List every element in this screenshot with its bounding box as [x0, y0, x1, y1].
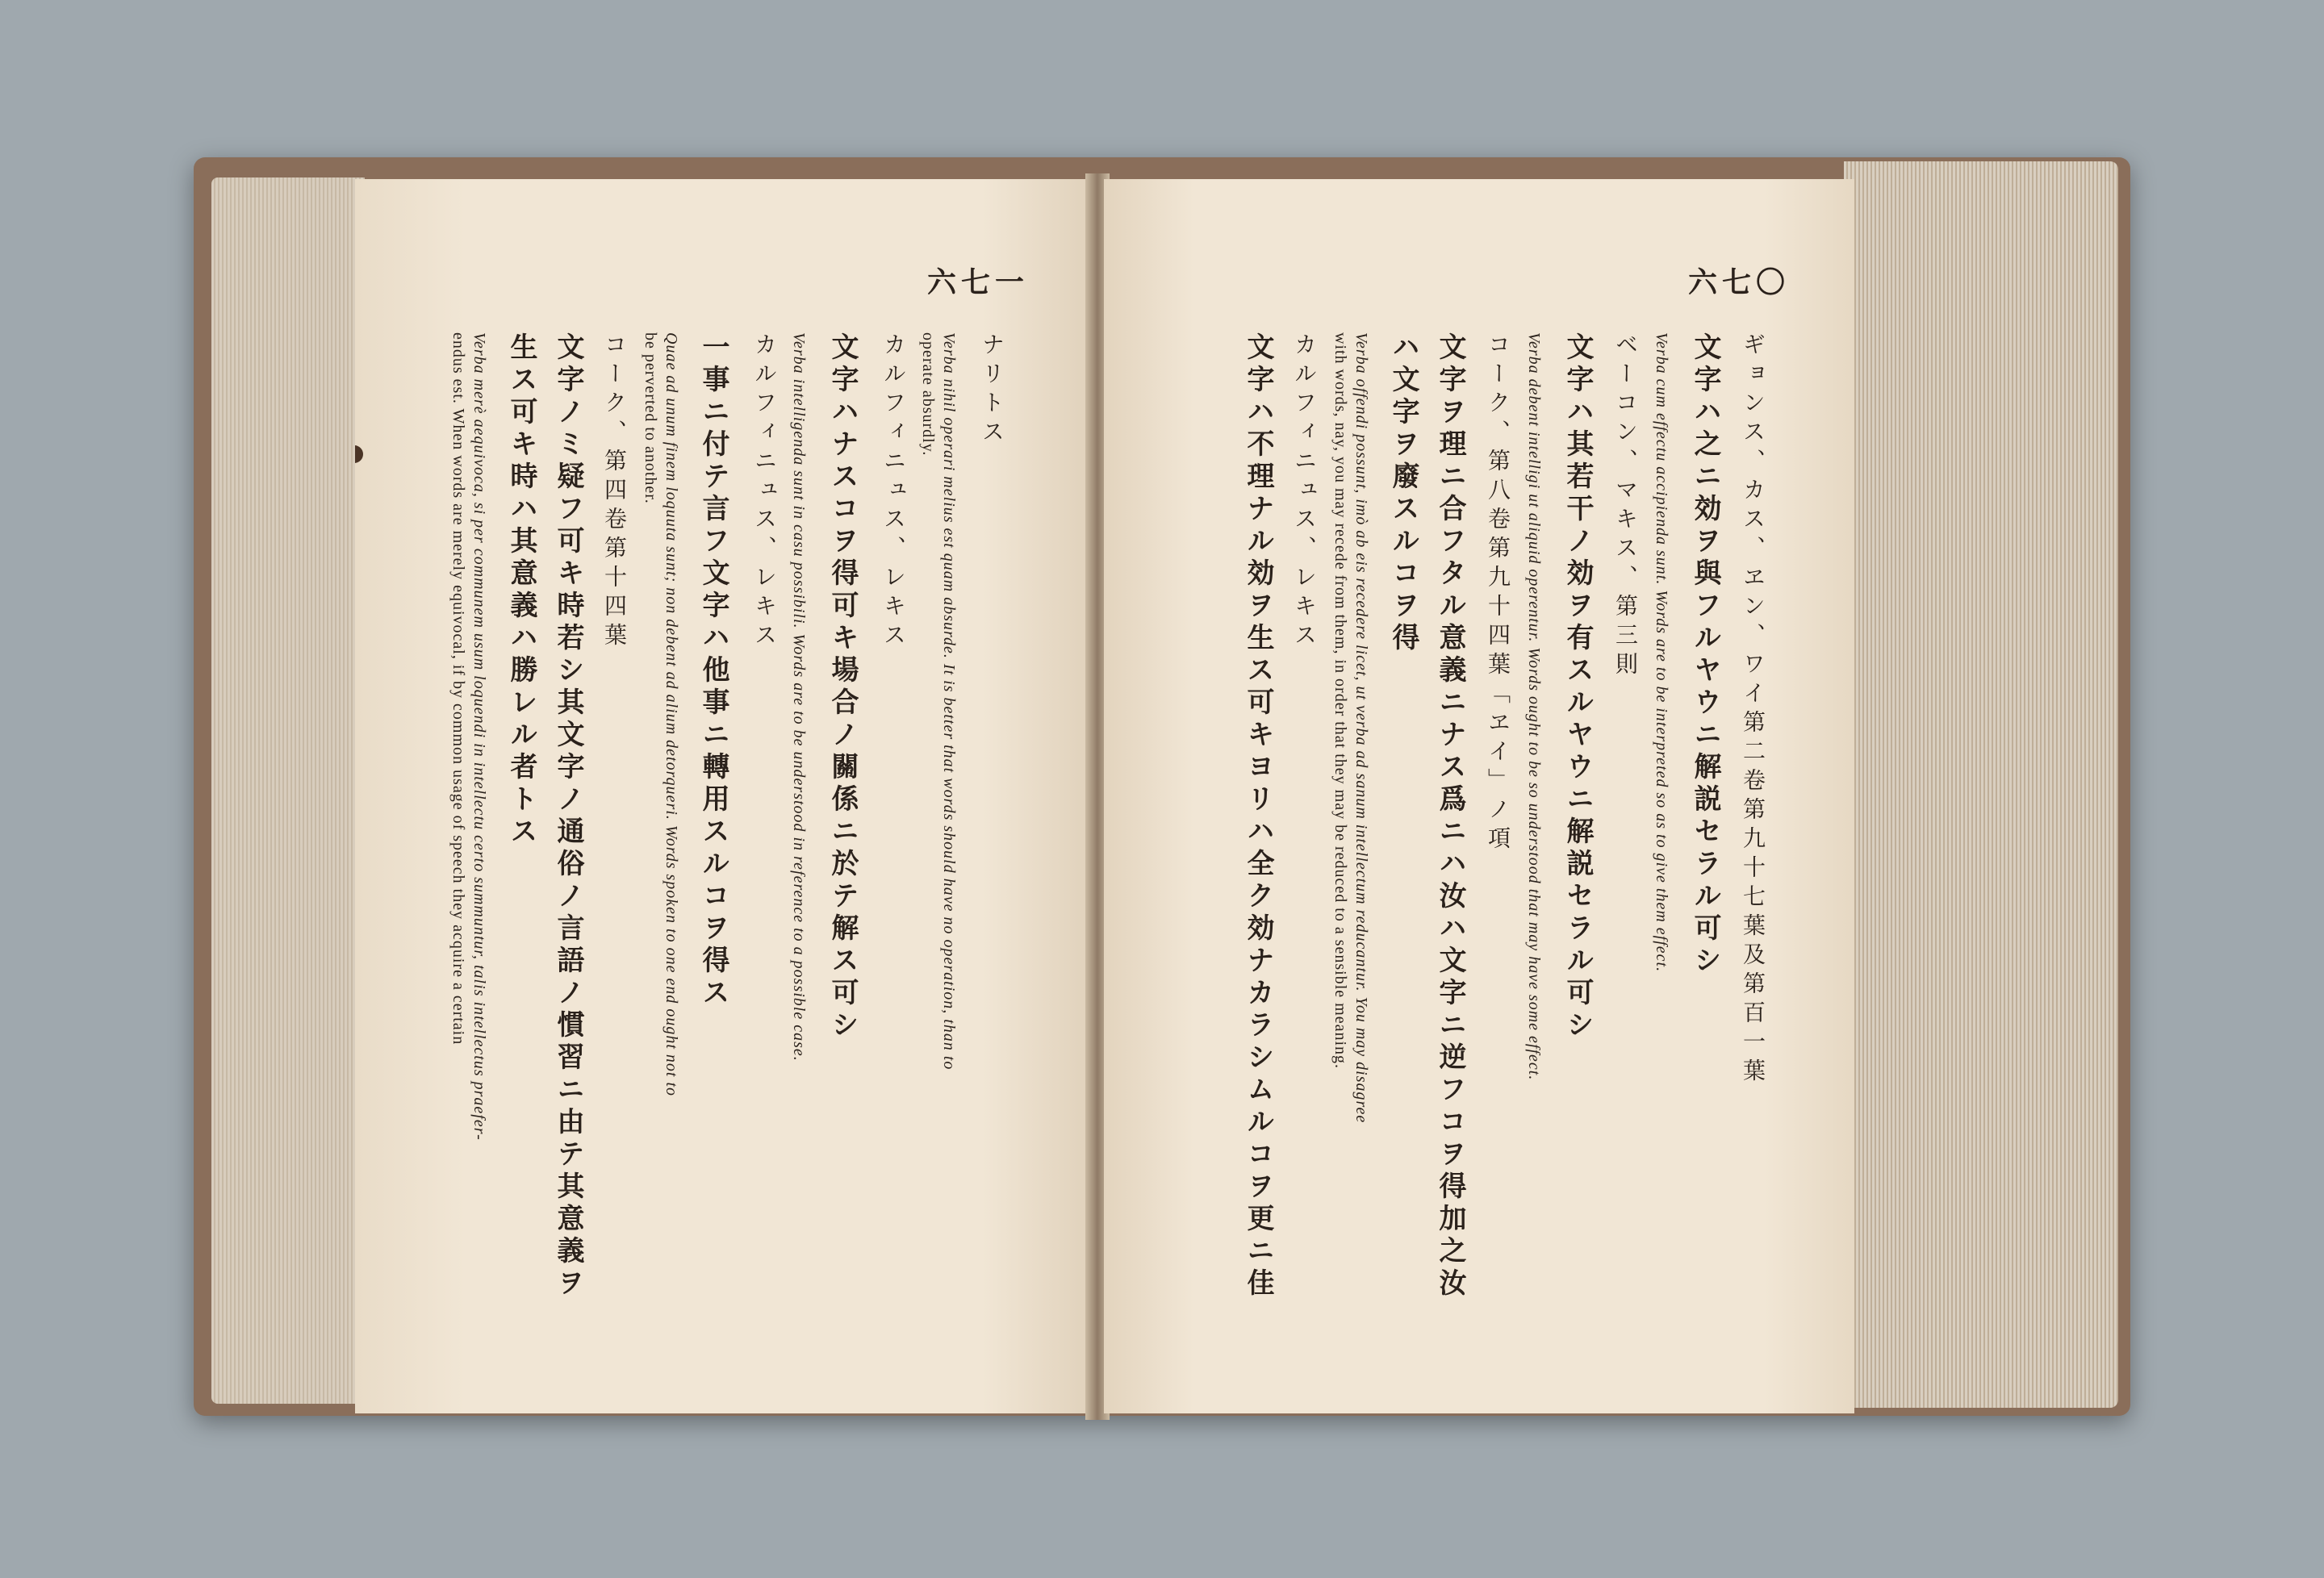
page-edges-right [1844, 161, 2118, 1408]
left-col-15: endus est. When words are merely equivocal, if by common usage of speech they acquire a certain [449, 332, 467, 1046]
left-col-2: Verba nihil operari melius est quam absurde. It is better that words should have no operation, than to [940, 332, 958, 1071]
right-col-3: Verba cum effectu accipienda sunt. Words are to be interpreted so as to give them effect. [1653, 332, 1670, 973]
left-col-9: Quae ad unum finem loquuta sunt; non debent ad alium detorqueri. Words spoken to one end ought not to [663, 332, 680, 1097]
right-col-2: 文字ハ之ニ効ヲ與フルヤウニ解説セラル可シ [1689, 332, 1721, 978]
left-col-1: ナリトス [979, 332, 1005, 449]
right-col-13: 文字ハ不理ナル効ヲ生ス可キヨリハ全ク効ナカラシムルコヲ更ニ佳 [1242, 332, 1274, 1300]
left-col-12: 文字ノミ疑フ可キ時若シ其文字ノ通俗ノ言語ノ慣習ニ由テ其意義ヲ [552, 332, 584, 1300]
right-col-7: コーク、第八卷第九十四葉「ヱイ」ノ項 [1485, 332, 1511, 855]
left-col-13: 生ス可キ時ハ其意義ハ勝レル者トス [505, 332, 537, 849]
right-col-6: Verba debent intelligi ut aliquid operentur. Words ought to be so understood that may have some effect. [1525, 332, 1543, 1081]
right-col-12: カルフィニュス、レキス [1291, 332, 1318, 652]
left-col-3: operate absurdly. [919, 332, 937, 457]
page-edges-left [211, 177, 365, 1404]
left-page [355, 179, 1093, 1413]
left-col-4: カルフィニュス、レキス [880, 332, 907, 652]
left-col-11: コーク、第四卷第十四葉 [601, 332, 628, 652]
left-col-8: 一事ニ付テ言フ文字ハ他事ニ轉用スルコヲ得ス [697, 332, 729, 1010]
left-col-7: カルフィニュス、レキス [751, 332, 778, 652]
right-col-8: 文字ヲ理ニ合フタル意義ニナス爲ニハ汝ハ文字ニ逆フコヲ得加之汝 [1434, 332, 1466, 1300]
left-col-10: be perverted to another. [642, 332, 659, 504]
right-page [1104, 179, 1854, 1413]
left-col-14: Verba merè aequivoca, si per communem usum loquendi in intellectu certo summuntur, talis intellectus praefer- [470, 332, 488, 1141]
right-col-5: 文字ハ其若干ノ効ヲ有スルヤウニ解説セラル可シ [1561, 332, 1594, 1042]
right-col-10: Verba offendi possunt, imò ab eis recedere licet, ut verba ad sanum intellectum reducantur. You may disagree [1352, 332, 1370, 1124]
left-col-5: 文字ハナスコヲ得可キ場合ノ關係ニ於テ解ス可シ [826, 332, 859, 1042]
left-col-6: Verba intelligenda sunt in casu possibili. Words are to be understood in reference to a possible case. [790, 332, 808, 1062]
right-col-11: with words, nay, you may recede from them, in order that they may be reduced to a sensible meaning. [1331, 332, 1349, 1070]
right-page-number: 六七〇 [1687, 265, 1790, 299]
left-page-number: 六七一 [926, 265, 1029, 299]
right-col-4: ベーコン、マキス、第三則 [1612, 332, 1639, 681]
ink-stain [355, 445, 363, 463]
right-col-1: ギョンス、カス、ヱン、ワイ第二卷第九十七葉及第百一葉 [1740, 332, 1766, 1087]
right-col-9: ハ文字ヲ廢スルコヲ得 [1387, 332, 1419, 655]
